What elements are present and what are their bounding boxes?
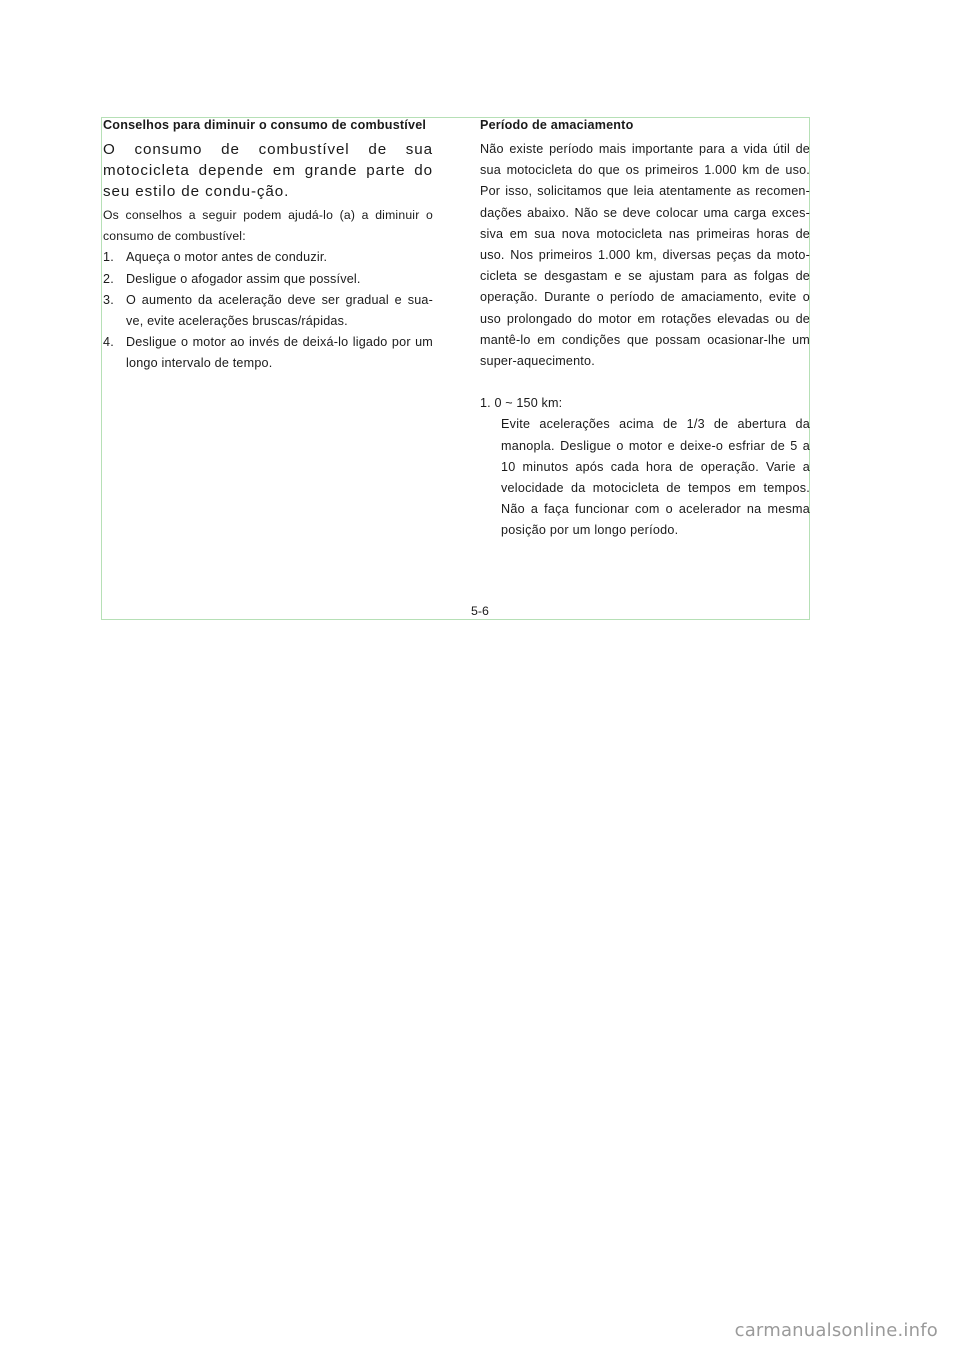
break-in-step-head: 1. 0 ~ 150 km: <box>480 396 563 411</box>
fuel-tips-list <box>103 247 433 374</box>
fuel-tips-heading: Conselhos para diminuir o consumo de combustível <box>103 118 427 132</box>
list-item-text: O aumento da aceleração deve ser gradual e sua-ve, evite acelerações bruscas/rápidas. <box>126 292 433 329</box>
list-item <box>103 290 433 332</box>
fuel-tips-lead: O consumo de combustível de sua motocicleta depende em grande parte do seu estilo de condu-ção. <box>103 141 433 200</box>
list-item-text: Aqueça o motor antes de conduzir. <box>126 250 328 265</box>
list-item <box>103 247 433 268</box>
page-number: 5-6 <box>471 604 489 618</box>
left-column <box>103 118 433 375</box>
break-in-step-body: Evite acelerações acima de 1/3 de abertura da manopla. Desligue o motor e deixe-o esfriar de 5 a 10 minutos após cada hora de operação. Varie a velocidade da motocicleta de tempos em tempos. Não a faça funcionar com o acelerador na mesma posição por um longo período. <box>501 417 810 538</box>
list-item <box>103 269 433 290</box>
list-item-text: Desligue o afogador assim que possível. <box>126 271 361 286</box>
list-item-number: 1. <box>103 250 114 265</box>
list-item-text: Desligue o motor ao invés de deixá-lo ligado por um longo intervalo de tempo. <box>126 335 433 371</box>
list-item-number: 4. <box>103 335 114 350</box>
watermark: carmanualsonline.info <box>734 1320 938 1341</box>
break-in-heading: Período de amaciamento <box>480 118 634 132</box>
break-in-body: Não existe período mais importante para a vida útil de sua motocicleta do que os primeiros 1.000 km de uso. Por isso, solicitamos que leia atentamente as recomen-dações abaixo. Não se deve colocar uma carga exces-siva em sua nova motocicleta nas primeiras horas de uso. Nos primeiros 1.000 km, diversas peças da moto-cicleta se desgastam e se ajustam para as folgas de operação. Durante o período de amaciamento, evite o uso prolongado do motor em rotações elevadas ou de mantê-lo em condições que possam ocasionar-lhe um super-aquecimento. <box>480 142 810 369</box>
fuel-tips-intro: Os conselhos a seguir podem ajudá-lo (a) a diminuir o consumo de combustível: <box>103 208 433 244</box>
list-item <box>103 332 433 374</box>
right-column <box>480 118 810 542</box>
break-in-step <box>480 393 810 541</box>
list-item-number: 2. <box>103 271 114 286</box>
list-item-number: 3. <box>103 292 114 307</box>
